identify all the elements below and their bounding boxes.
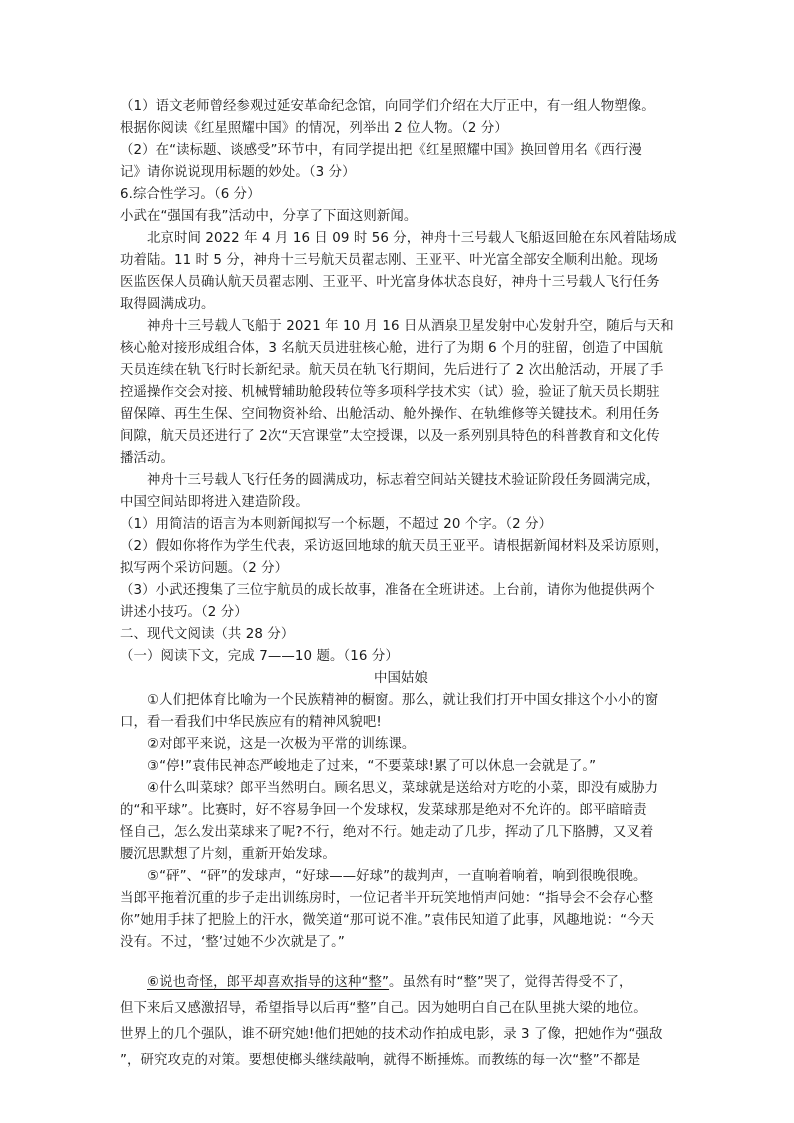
question-line: 根据你阅读《红星照耀中国》的情况，列举出 2 位人物。（2 分） xyxy=(120,121,508,136)
article-paragraph: ①人们把体育比喻为一个民族精神的橱窗。那么，就让我们打开中国女排这个小小的窗 xyxy=(147,693,659,708)
intro-line: 小武在“强国有我”活动中，分享了下面这则新闻。 xyxy=(120,209,418,224)
news-line: 取得圆满成功。 xyxy=(120,297,215,312)
article-paragraph: 当郎平拖着沉重的步子走出训练房时，一位记者半开玩笑地悄声问她：“指导会不会存心整 xyxy=(120,891,654,906)
article-paragraph: 世界上的几个强队，谁不研究她!他们把她的技术动作拍成电影，录 3 了像，把她作为“强敌 xyxy=(120,1027,663,1042)
news-line: 神舟十三号载人飞行任务的圆满成功，标志着空间站关键技术验证阶段任务圆满完成， xyxy=(147,473,660,488)
news-line: 功着陆。11 时 5 分，神舟十三号航天员翟志刚、王亚平、叶光富全部安全顺利出舱。现场 xyxy=(120,253,659,268)
article-paragraph: 腰沉思默想了片刻，重新开始发球。 xyxy=(120,847,336,862)
news-line: 间隙，航天员还进行了 2次“天宫课堂”太空授课，以及一系列别具特色的科普教育和文化传 xyxy=(120,429,660,444)
section-heading: 二、现代文阅读（共 28 分） xyxy=(120,627,295,642)
news-line: 核心舱对接形成组合体，3 名航天员进驻核心舱，进行了为期 6 个月的驻留，创造了中国航 xyxy=(120,341,663,356)
article-paragraph: ”，研究攻克的对策。要想使榔头继续敲响，就得不断捶炼。而教练的每一次“整”不都是 xyxy=(120,1053,641,1068)
news-line: 天员连续在轨飞行时长新纪录。航天员在轨飞行期间，先后进行了 2 次出舱活动，开展了手 xyxy=(120,363,664,378)
question-line: 拟写两个采访问题。（2 分） xyxy=(120,561,289,576)
section-heading: 6.综合性学习。（6 分） xyxy=(120,187,261,202)
question-line: （1）用简洁的语言为本则新闻拟写一个标题，不超过 20 个字。（2 分） xyxy=(120,517,553,532)
news-line: 神舟十三号载人飞船于 2021 年 10 月 16 日从酒泉卫星发射中心发射升空，随后与天和 xyxy=(147,319,674,334)
article-paragraph: 怪自己，怎么发出菜球来了呢?不行，绝对不行。她走动了几步，挥动了几下胳膊，又叉着 xyxy=(120,825,654,840)
article-paragraph xyxy=(120,970,682,996)
news-line: 留保障、再生生保、空间物资补给、出舱活动、舱外操作、在轨维修等关键技术。利用任务 xyxy=(120,407,660,422)
article-paragraph: ③“停!”袁伟民神态严峻地走了过来，“不要菜球!累了可以休息一会就是了。” xyxy=(147,759,597,774)
news-line: 医监医保人员确认航天员翟志刚、王亚平、叶光富身体状态良好，神舟十三号载人飞行任务 xyxy=(120,275,660,290)
subsection-heading: （一）阅读下文，完成 7——10 题。（16 分） xyxy=(120,649,399,664)
article-paragraph: ②对郎平来说，这是一次极为平常的训练课。 xyxy=(147,737,416,752)
article-paragraph: 但下来后又感激招导，希望指导以后再“整”自己。因为她明白自己在队里挑大梁的地位。 xyxy=(120,1001,647,1016)
question-line: 讲述小技巧。（2 分） xyxy=(120,605,248,620)
underlined-sentence: ⑥说也奇怪，郎平却喜欢指导的这种“整” xyxy=(147,975,390,990)
sentence-continuation: 。虽然有时“整”哭了，觉得苦得受不了， xyxy=(389,975,633,990)
paragraph-gap xyxy=(120,954,682,970)
article-paragraph: ④什么叫菜球？郎平当然明白。顾名思义，菜球就是送给对方吃的小菜，即没有威胁力 xyxy=(147,781,659,796)
news-line: 控遥操作交会对接、机械臂辅助舱段转位等多项科学技术实（试）验，验证了航天员长期驻 xyxy=(120,385,660,400)
document-page xyxy=(120,96,682,1074)
article-paragraph: 口，看一看我们中华民族应有的精神风貌吧! xyxy=(120,715,382,730)
news-line: 中国空间站即将进入建造阶段。 xyxy=(120,495,309,510)
question-line: （1）语文老师曾经参观过延安革命纪念馆，向同学们介绍在大厅正中，有一组人物塑像。 xyxy=(120,99,655,114)
article-title: 中国姑娘 xyxy=(374,671,428,686)
question-line: 记》请你说说现用标题的妙处。（3 分） xyxy=(120,165,356,180)
article-paragraph: 你”她用手抹了把脸上的汗水，微笑道“那可说不准。”袁伟民知道了此事，风趣地说：“今天 xyxy=(120,913,655,928)
news-line: 播活动。 xyxy=(120,451,174,466)
article-paragraph: 没有。不过，‘整’过她不少次就是了。” xyxy=(120,935,345,950)
news-line: 北京时间 2022 年 4 月 16 日 09 时 56 分，神舟十三号载人飞船返回舱在东风着陆场成 xyxy=(147,231,677,246)
article-paragraph: 的“和平球”。比赛时，好不容易争回一个发球权，发菜球那是绝对不允许的。郎平暗暗责 xyxy=(120,803,647,818)
article-paragraph: ⑤“砰”、“砰”的发球声，“好球——好球”的裁判声，一直响着响着，响到很晚很晚。 xyxy=(147,869,647,884)
question-line: （3）小武还搜集了三位宇航员的成长故事，准备在全班讲述。上台前，请你为他提供两个 xyxy=(120,583,655,598)
question-line: （2）在“读标题、谈感受”环节中，有同学提出把《红星照耀中国》换回曾用名《西行漫 xyxy=(120,143,642,158)
question-line: （2）假如你将作为学生代表，采访返回地球的航天员王亚平。请根据新闻材料及采访原则， xyxy=(120,539,669,554)
